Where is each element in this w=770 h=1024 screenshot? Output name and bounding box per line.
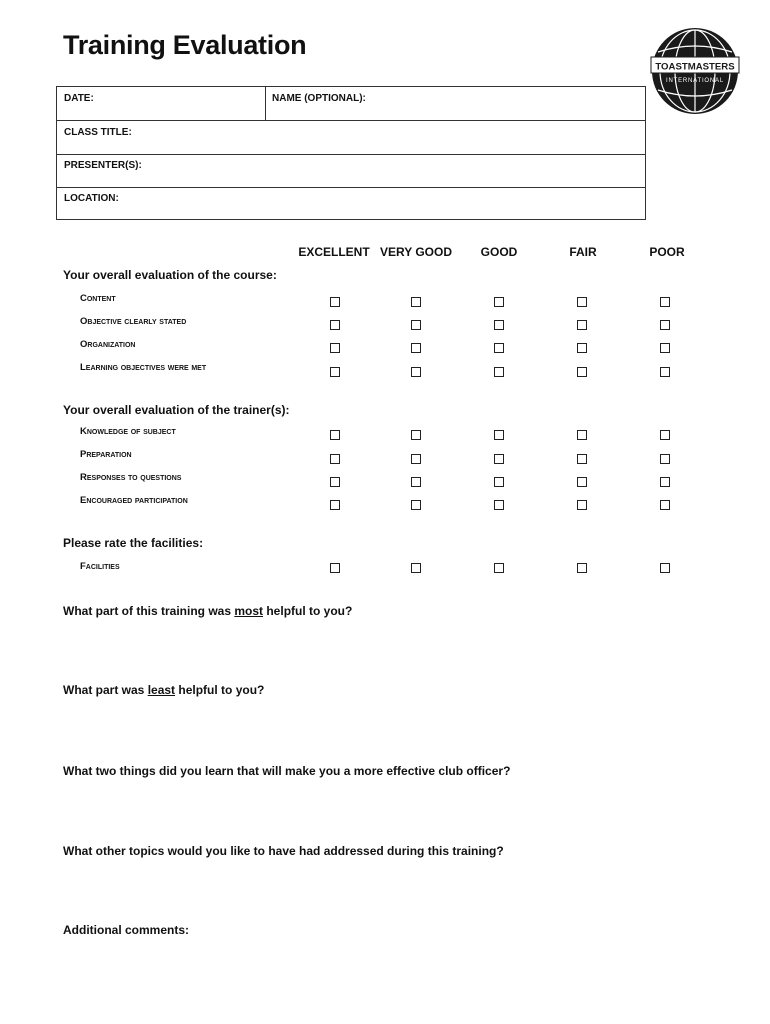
- rating-checkbox[interactable]: [577, 563, 587, 573]
- info-row-location: [57, 188, 645, 221]
- rating-item-label: Facilities: [80, 561, 120, 572]
- rating-checkbox[interactable]: [411, 477, 421, 487]
- rating-item-label: Preparation: [80, 449, 132, 460]
- question-emphasis: least: [147, 683, 176, 697]
- rating-item-label: Encouraged participation: [80, 495, 188, 506]
- rating-checkbox[interactable]: [330, 297, 340, 307]
- question-text: What part was: [63, 683, 148, 697]
- info-table: [56, 86, 646, 220]
- rating-checkbox[interactable]: [660, 343, 670, 353]
- rating-checkbox[interactable]: [494, 430, 504, 440]
- rating-checkbox[interactable]: [411, 563, 421, 573]
- rating-checkbox[interactable]: [494, 297, 504, 307]
- info-row-class-title: [57, 121, 645, 155]
- logo-text: TOASTMASTERS: [655, 61, 735, 73]
- rating-checkbox[interactable]: [494, 343, 504, 353]
- rating-checkbox[interactable]: [577, 500, 587, 510]
- rating-checkbox[interactable]: [330, 477, 340, 487]
- logo-subtext: INTERNATIONAL: [666, 78, 724, 84]
- question-least-helpful: [63, 683, 264, 697]
- rating-checkbox[interactable]: [494, 320, 504, 330]
- section-heading-trainer: Your overall evaluation of the trainer(s):: [63, 403, 290, 417]
- rating-checkbox[interactable]: [660, 454, 670, 464]
- rating-checkbox[interactable]: [660, 320, 670, 330]
- rating-checkbox[interactable]: [660, 500, 670, 510]
- rating-checkbox[interactable]: [577, 320, 587, 330]
- class-title-label: CLASS TITLE:: [64, 127, 132, 138]
- rating-checkbox[interactable]: [330, 563, 340, 573]
- rating-header-very-good: VERY GOOD: [379, 245, 453, 259]
- location-label: LOCATION:: [64, 193, 119, 204]
- rating-checkbox[interactable]: [330, 343, 340, 353]
- rating-checkbox[interactable]: [494, 454, 504, 464]
- question-most-helpful: [63, 604, 352, 618]
- info-row-date-name: [57, 87, 645, 121]
- rating-checkbox[interactable]: [494, 367, 504, 377]
- rating-checkbox[interactable]: [660, 367, 670, 377]
- rating-checkbox[interactable]: [411, 430, 421, 440]
- rating-item-label: Responses to questions: [80, 472, 182, 483]
- date-label: DATE:: [64, 93, 94, 104]
- page-title: Training Evaluation: [63, 30, 307, 60]
- rating-checkbox[interactable]: [411, 297, 421, 307]
- question-text: helpful to you?: [263, 604, 353, 618]
- presenters-label: PRESENTER(S):: [64, 160, 142, 171]
- rating-checkbox[interactable]: [411, 367, 421, 377]
- rating-checkbox[interactable]: [577, 454, 587, 464]
- question-emphasis: most: [234, 604, 264, 618]
- rating-checkbox[interactable]: [660, 563, 670, 573]
- rating-header-poor: POOR: [649, 245, 685, 259]
- question-other-topics: What other topics would you like to have had addressed during this training?: [63, 844, 504, 858]
- question-two-things: What two things did you learn that will make you a more effective club officer?: [63, 764, 511, 778]
- rating-checkbox[interactable]: [330, 500, 340, 510]
- rating-checkbox[interactable]: [330, 454, 340, 464]
- rating-checkbox[interactable]: [660, 477, 670, 487]
- name-label: NAME (OPTIONAL):: [272, 93, 366, 104]
- rating-checkbox[interactable]: [577, 297, 587, 307]
- rating-checkbox[interactable]: [330, 367, 340, 377]
- rating-checkbox[interactable]: [330, 430, 340, 440]
- toastmasters-logo: [650, 26, 740, 116]
- rating-checkbox[interactable]: [577, 367, 587, 377]
- section-heading-course: Your overall evaluation of the course:: [63, 268, 277, 282]
- rating-checkbox[interactable]: [330, 320, 340, 330]
- rating-checkbox[interactable]: [411, 500, 421, 510]
- rating-checkbox[interactable]: [411, 320, 421, 330]
- rating-header-excellent: EXCELLENT: [298, 245, 370, 259]
- additional-comments-label: Additional comments:: [63, 923, 190, 937]
- rating-item-label: Organization: [80, 339, 136, 350]
- rating-checkbox[interactable]: [660, 297, 670, 307]
- rating-item-label: Learning objectives were met: [80, 362, 207, 373]
- rating-header-fair: FAIR: [569, 245, 597, 259]
- rating-checkbox[interactable]: [411, 343, 421, 353]
- section-heading-facilities: Please rate the facilities:: [63, 536, 204, 550]
- divider: [265, 87, 266, 120]
- rating-header-good: GOOD: [480, 245, 518, 259]
- rating-checkbox[interactable]: [411, 454, 421, 464]
- rating-item-label: Knowledge of subject: [80, 426, 176, 437]
- rating-checkbox[interactable]: [577, 343, 587, 353]
- rating-item-label: Objective clearly stated: [80, 316, 187, 327]
- rating-item-label: Content: [80, 293, 116, 304]
- rating-checkbox[interactable]: [494, 500, 504, 510]
- rating-checkbox[interactable]: [660, 430, 670, 440]
- info-row-presenters: [57, 155, 645, 188]
- rating-checkbox[interactable]: [494, 563, 504, 573]
- rating-checkbox[interactable]: [577, 430, 587, 440]
- question-text: What part of this training was: [63, 604, 235, 618]
- rating-checkbox[interactable]: [577, 477, 587, 487]
- rating-checkbox[interactable]: [494, 477, 504, 487]
- question-text: helpful to you?: [175, 683, 265, 697]
